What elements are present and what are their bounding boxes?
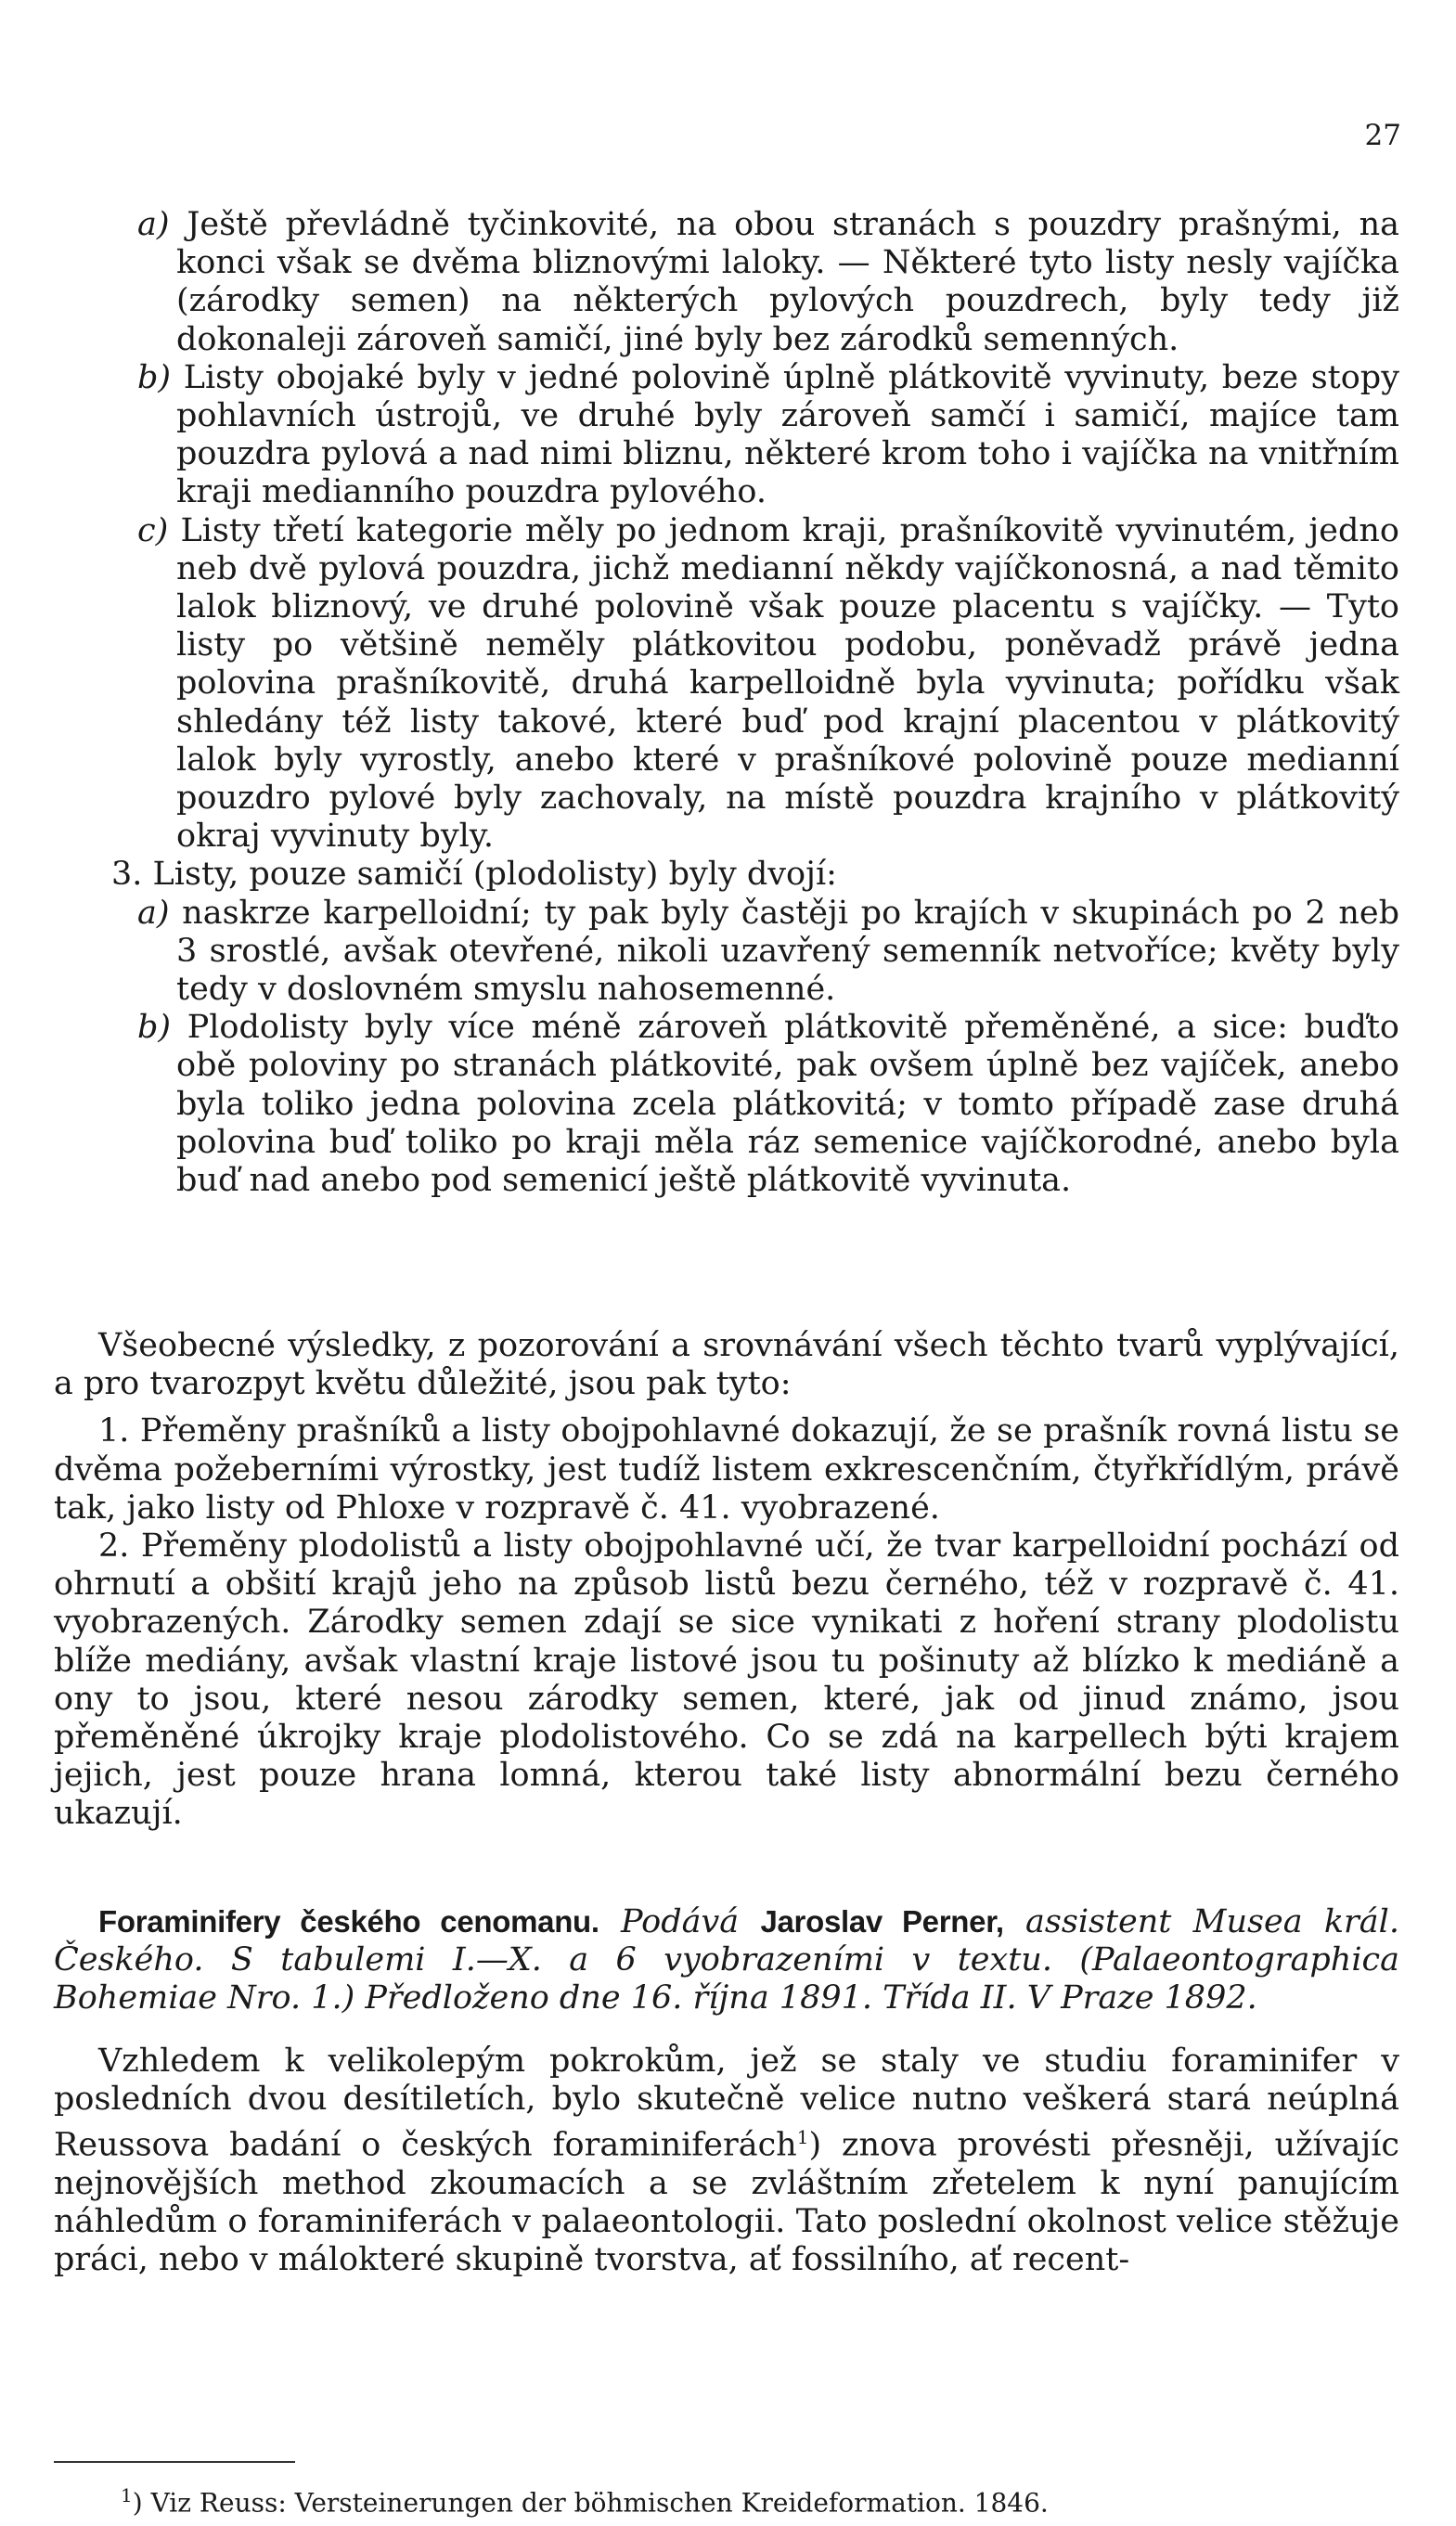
results-point-2: 2. Přeměny plodolistů a listy obojpohlavné učí, že tvar karpelloidní pochází od ohrnutí a obšití krajů jeho na způsob listů bezu černého, též v rozpravě č. 41. vyobrazených. Zárodky semen zdají se sice vynikati z hoření strany plodolistu blíže mediány, avšak vlastní kraje listové jsou tu pošinuty až blízko k mediáně a ony to jsou, které nesou zárodky semen, které, jak od jinud známo, jsou přeměněné úkrojky kraje plodolistového. Co se zdá na karpellech býti krajem jejich, jest pouze hrana lomná, kterou také listy abnormální bezu černého ukazují. xyxy=(54,1527,1399,1833)
item-marker: c) xyxy=(137,511,169,549)
body-text-continued: ) znova provésti přesněji, užívajíc nejnovějších method zkoumacích a se zvláštním zřetelem k nyní panujícím náhledům o foraminiferách v palaeontologii. Tato poslední okolnost velice stěžuje práci, nebo v málokteré skupině tvorstva, ať fossilního, ať recent- xyxy=(54,2126,1399,2279)
article-meta: assistent Musea král. Českého. S tabulemi I.—X. a 6 vyobrazeními v textu. (Palaeontographica Bohemiae Nro. 1.) Předloženo dne 16. října 1891. Třída II. V Praze 1892. xyxy=(54,1903,1399,2017)
classification-list xyxy=(54,206,1399,1200)
results-section xyxy=(54,1327,1399,1834)
item-heading: Listy, pouze samičí (plodolisty) byly dvojí: xyxy=(152,856,837,894)
item-text: Ještě převládně tyčinkovité, na obou stranách s pouzdry prašnými, na konci však se dvěma bliznovými laloky. — Některé tyto listy nesly vajíčka (zárodky semen) na některých pylových pouzdrech, byly tedy již dokonaleji zároveň samičí, jiné byly bez zárodků semenných. xyxy=(176,206,1399,358)
list-item-3 xyxy=(54,856,1399,894)
item-text: Listy třetí kategorie měly po jednom kraji, prašníkovitě vyvinutém, jedno neb dvě pylová pouzdra, jichž medianní někdy vajíčkonosná, a nad těmito lalok bliznový, ve druhé polovině však pouze placentu s vajíčky. — Tyto listy po většině neměly plátkovitou podobu, poněvadž právě jedna polovina prašníkovitě, druhá karpelloidně byla vyvinuta; pořídku však shledány též listy takové, které buď pod krajní placentou v plátkovitý lalok byly vyrostly, anebo které v prašníkové polovině pouze medianní pouzdro pylové byly zachovaly, na místě pouzdra krajního v plátkovitý okraj vyvinuty byly. xyxy=(176,511,1399,856)
page-number: 27 xyxy=(1364,119,1401,152)
article-section xyxy=(54,1902,1399,2279)
article-author: Jaroslav Perner, xyxy=(760,1904,1004,1939)
item-text: Plodolisty byly více méně zároveň plátkovitě přeměněné, a sice: buďto obě poloviny po stranách plátkovité, pak ovšem úplně bez vajíček, anebo byla toliko jedna polovina zcela plátkovitá; v tomto případě zase druhá polovina buď toliko po kraji měla ráz semenice vajíčkorodné, anebo byla buď nad anebo pod semenicí ještě plátkovitě vyvinuta. xyxy=(176,1009,1399,1200)
item-text: naskrze karpelloidní; ty pak byly častěji po krajích v skupinách po 2 neb 3 srostlé, avšak otevřené, nikoli uzavřený semenník netvoříce; květy byly tedy v doslovném smyslu nahosemenné. xyxy=(176,894,1399,1009)
list-item-b xyxy=(54,359,1399,512)
item-marker: b) xyxy=(137,1009,172,1047)
footnote-text: Viz Reuss: Versteinerungen der böhmischen Kreideformation. 1846. xyxy=(150,2487,1049,2519)
footnote xyxy=(121,2480,1281,2519)
list-item-3a xyxy=(54,895,1399,1010)
item-text: Listy obojaké byly v jedné polovině úplně plátkovitě vyvinuty, beze stopy pohlavních ústrojů, ve druhé byly zároveň samčí i samičí, majíce tam pouzdra pylová a nad nimi bliznu, některé krom toho i vajíčka na vnitřním kraji medianního pouzdra pylového. xyxy=(176,358,1399,511)
results-intro: Všeobecné výsledky, z pozorování a srovnávání všech těchto tvarů vyplývající, a pro tvarozpyt květu důležité, jsou pak tyto: xyxy=(54,1327,1399,1403)
item-marker: a) xyxy=(137,894,170,932)
body-text: Vzhledem k velikolepým pokrokům, jež se staly ve studiu foraminifer v posledních dvou desítiletích, bylo skutečně velice nutno veškerá stará neúplná Reussova badání o českých foraminiferách xyxy=(54,2042,1399,2164)
footnote-divider xyxy=(54,2461,295,2463)
list-item-a xyxy=(54,206,1399,359)
list-item-c xyxy=(54,512,1399,857)
results-point-1: 1. Přeměny prašníků a listy obojpohlavné dokazují, že se prašník rovná listu se dvěma požeberními výrostky, jest tudíž listem exkrescenčním, čtyřkřídlým, právě tak, jako listy od Phloxe v rozpravě č. 41. vyobrazené. xyxy=(54,1412,1399,1527)
article-body xyxy=(54,2043,1399,2280)
item-marker: a) xyxy=(137,206,170,243)
list-item-3b xyxy=(54,1009,1399,1200)
item-marker: 3. xyxy=(111,856,143,894)
footnote-bracket: ) xyxy=(132,2487,143,2519)
article-presented-by: Podává xyxy=(621,1903,740,1940)
article-header xyxy=(54,1902,1399,2018)
footnote-reference: 1 xyxy=(796,2126,809,2149)
footnote-mark: 1 xyxy=(121,2484,133,2507)
item-marker: b) xyxy=(137,358,172,396)
article-title: Foraminifery českého cenomanu. xyxy=(98,1904,599,1939)
